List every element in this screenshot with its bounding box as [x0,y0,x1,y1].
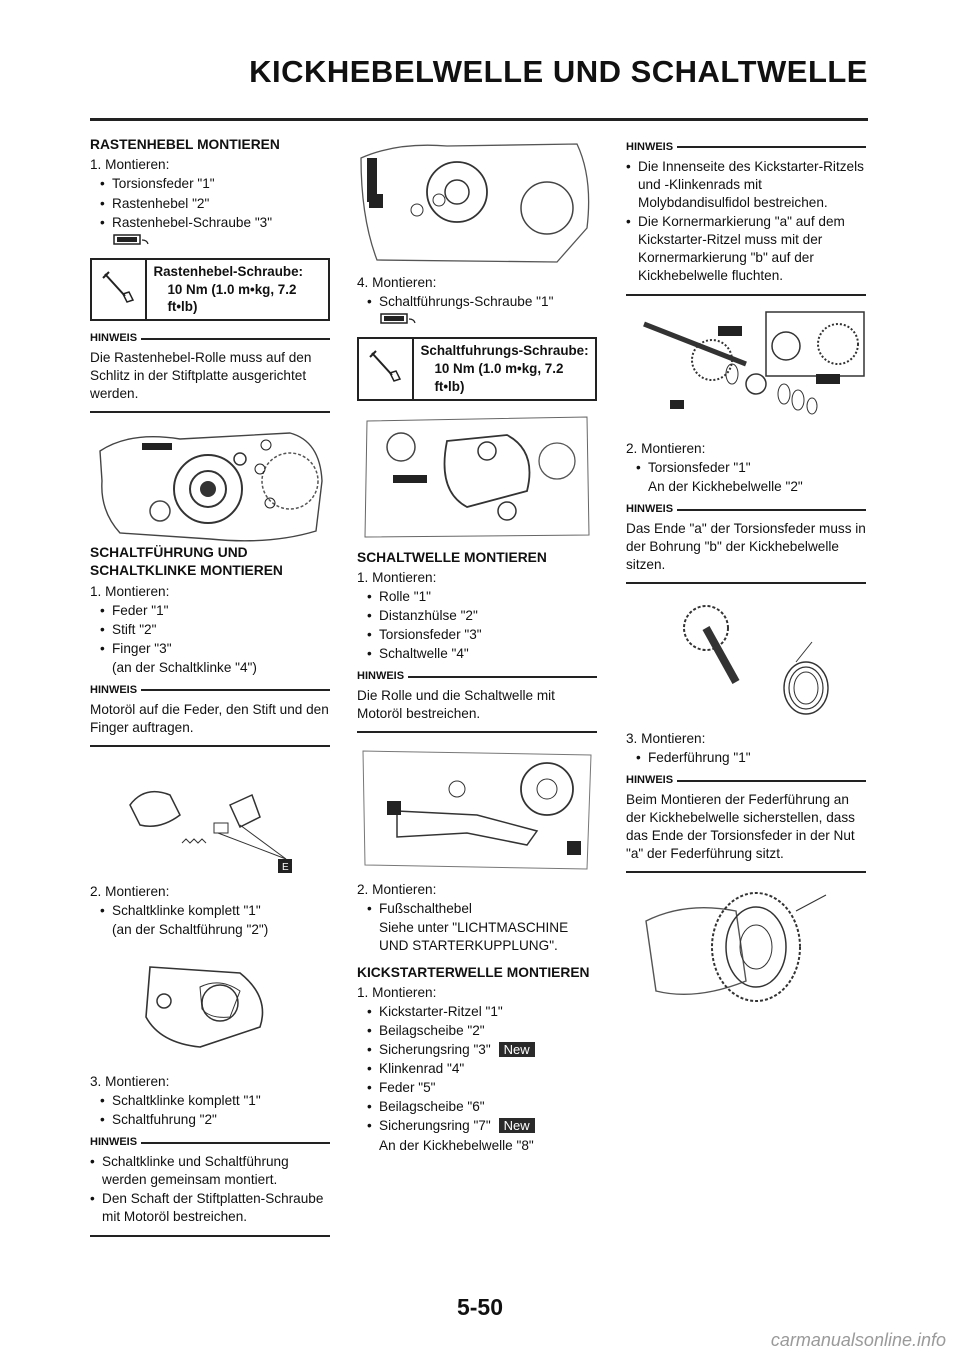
list-item: • Kickstarter-Ritzel "1" [367,1003,597,1021]
note-item: • Die Kornermarkierung "a" auf dem Kickstarter-Ritzel muss mit der Kornermarkierung "b" auf der Kickhebelwelle fluchten. [626,213,866,285]
step-1: 1. Montieren: [90,583,170,599]
list-item: • Schaltführungs-Schraube "1" [367,293,597,311]
torque-spec-box [357,337,597,400]
section-heading-rastenhebel: RASTENHEBEL MONTIEREN [90,137,280,152]
step-1: 1. Montieren: [357,984,437,1000]
note-block [357,669,597,733]
bolt-icon [366,347,406,387]
parts-list [357,293,597,311]
figure-shift-guide-installed [357,138,597,266]
parts-list [90,602,330,658]
note-block [626,140,866,296]
list-item: • Beilagscheibe "2" [367,1022,597,1040]
list-item: • Beilagscheibe "6" [367,1098,597,1116]
note-text: Beim Montieren der Federführung an der Kickhebelwelle sicherstellen, dass das Ende der Torsionsfeder in der Nut "a" der Federführung sitzt. [626,792,855,862]
page-title: KICKHEBELWELLE UND SCHALTWELLE [249,54,868,89]
spec-value: 10 Nm (1.0 m•kg, 7.2 ft•lb) [167,281,297,315]
list-item: • Fußschalthebel [367,900,597,918]
note-text: Motoröl auf die Feder, den Stift und den Finger auftragen. [90,701,329,735]
list-item: • Schaltklinke komplett "1" [100,902,330,920]
list-item: • Feder "5" [367,1079,597,1097]
section-heading-schaltwelle: SCHALTWELLE MONTIEREN [357,549,547,565]
note-block [90,683,330,747]
list-item: • Stift "2" [100,621,330,639]
parts-list [90,902,330,920]
list-item: • Rastenhebel-Schraube "3" [100,214,330,232]
figure-detent-lever [90,421,330,549]
parts-list [90,1092,330,1129]
torque-spec-box [90,258,330,321]
note-block [626,773,866,873]
note-label: HINWEIS [90,332,138,345]
list-item: • Rastenhebel "2" [100,195,330,213]
spec-value: 10 Nm (1.0 m•kg, 7.2 ft•lb) [434,361,564,394]
step-1: 1. Montieren: [357,570,437,586]
note-text: Das Ende "a" der Torsionsfeder muss in der Bohrung "b" der Kickhebelwelle sitzen. [626,521,866,573]
list-item: • Schaltwelle "4" [367,645,597,663]
page-number: 5-50 [456,1294,504,1320]
list-item: • Finger "3" [100,640,330,658]
parts-list [626,459,866,477]
figure-shift-guide [90,947,330,1065]
note-item: • Den Schaft der Stiftplatten-Schraube mit Motoröl bestreichen. [90,1190,330,1226]
list-subtext: (an der Schaltklinke "4") [112,660,257,675]
step-2: 2. Montieren: [90,883,170,899]
section-heading-schaltfuehrung: SCHALTFÜHRUNG UND SCHALTKLINKE MONTIEREN [90,545,283,579]
list-item: • Schaltklinke komplett "1" [100,1092,330,1110]
list-subtext: An der Kickhebelwelle "8" [379,1137,534,1153]
list-item: • Torsionsfeder "1" [636,459,866,477]
note-block [90,331,330,413]
torque-wrench-icon-row [90,233,330,252]
section-heading-kickstarterwelle: KICKSTARTERWELLE MONTIEREN [357,964,590,980]
step-3: 3. Montieren: [626,731,706,747]
note-block [90,1135,330,1237]
figure-shift-pawl [90,755,330,875]
spec-name: Schaltfuhrungs-Schraube: [420,343,589,359]
watermark: carmanualsonline.info [770,1330,946,1350]
figure-shift-shaft [357,741,597,873]
note-label: HINWEIS [357,670,405,683]
list-subtext: (an der Schaltführung "2") [112,922,269,938]
note-label: HINWEIS [90,1136,138,1149]
parts-list [357,588,597,663]
list-item: • Feder "1" [100,602,330,620]
note-item: • Die Innenseite des Kickstarter-Ritzels und -Klinkenrads mit Molybdandisulfidol bestreichen. [626,158,866,212]
list-subtext: An der Kickhebelwelle "2" [648,479,803,495]
new-badge: New [499,1042,535,1057]
svg-text:E: E [282,861,289,873]
note-label: HINWEIS [626,503,674,516]
note-item: • Schaltklinke und Schaltführung werden gemeinsam montiert. [90,1153,330,1189]
note-label: HINWEIS [626,774,674,787]
parts-list [626,749,866,767]
note-block [626,502,866,584]
list-item: • Distanzhülse "2" [367,607,597,625]
bolt-icon [99,268,139,308]
spec-name: Rastenhebel-Schraube: [153,263,304,279]
step-3: 3. Montieren: [90,1074,170,1090]
parts-list [357,1003,597,1136]
note-text: Die Rastenhebel-Rolle muss auf den Schlitz in der Stiftplatte ausgerichtet werden. [90,349,312,401]
note-text: Die Rolle und die Schaltwelle mit Motoröl bestreichen. [357,688,555,722]
note-label: HINWEIS [626,141,674,153]
torque-wrench-icon-row [357,312,597,331]
column-3 [626,128,866,1017]
figure-shift-guide-bolt [357,411,597,541]
list-item: • Sicherungsring "3" New [367,1041,597,1059]
list-item: • Rolle "1" [367,588,597,606]
parts-list [90,175,330,231]
list-item: • Torsionsfeder "1" [100,175,330,193]
note-label: HINWEIS [90,684,138,697]
parts-list [357,900,597,918]
step-4: 4. Montieren: [357,275,437,290]
column-1 [90,128,330,557]
figure-kickstarter-exploded [626,304,866,432]
figure-torsion-spring [626,592,866,722]
list-subtext: Siehe unter "LICHTMASCHINE UND STARTERKUPPLUNG". [379,920,569,954]
step-2: 2. Montieren: [626,441,706,457]
list-item: • Federführung "1" [636,749,866,767]
torque-wrench-icon [112,233,150,247]
list-item: • Klinkenrad "4" [367,1060,597,1078]
torque-wrench-icon [379,312,417,326]
step-1: 1. Montieren: [90,157,170,173]
list-item: • Sicherungsring "7" New [367,1117,597,1135]
column-2 [357,128,597,1155]
new-badge: New [499,1118,535,1133]
header-rule [90,118,868,121]
list-item: • Schaltfuhrung "2" [100,1111,330,1129]
figure-spring-guide [626,881,866,1009]
column-1-lower [90,536,330,1237]
step-2: 2. Montieren: [357,882,437,898]
list-item: • Torsionsfeder "3" [367,626,597,644]
